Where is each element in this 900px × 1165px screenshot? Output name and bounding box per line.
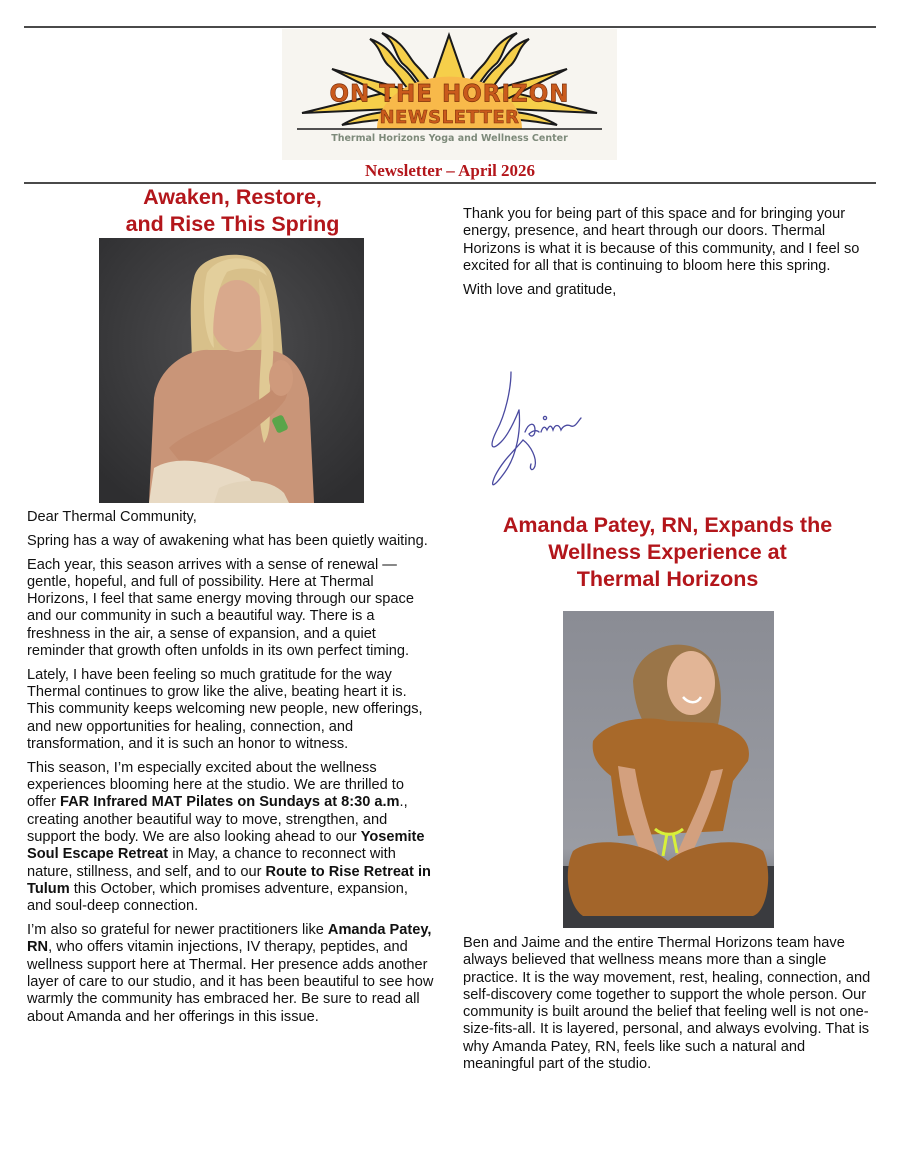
tulum-retreat-highlight: Route to Rise Retreat in Tulum [27, 863, 431, 897]
article-1-headline [30, 184, 435, 238]
headline-line: Awaken, Restore, [143, 185, 322, 209]
logo-title: ON THE HORIZON [329, 80, 570, 108]
paragraph: Lately, I have been feeling so much gratitude for the way Thermal continues to grow like the alive, beating heart it is. This community keeps welcoming new people, new offerings, and new opportunities for healing, connection, and transformation, and it is such an honor to witness. [27, 666, 423, 753]
headline-line: Amanda Patey, RN, Expands the [502, 513, 833, 537]
headline-line: and Rise This Spring [125, 212, 340, 236]
headline-line: Wellness Experience at [548, 540, 787, 564]
text-span: this October, which promises adventure, expansion, and soul-deep connection. [27, 880, 408, 915]
salutation: Dear Thermal Community, [27, 509, 197, 525]
paragraph: Ben and Jaime and the entire Thermal Horizons team have always believed that wellness means more than a single practice. It is the way movement, rest, healing, connection, and self-discovery come together to support the whole person. Our community is built around the belief that feeling well is not one-size-fits-all. It is layered, personal, and always evolving. That is why Amanda Patey, RN, feels like such a natural and meaningful part of the studio. [463, 935, 871, 1073]
issue-date: Newsletter – April 2026 [364, 161, 536, 180]
paragraph [27, 760, 435, 916]
yosemite-retreat-highlight: Yosemite Soul Escape Retreat [27, 829, 425, 863]
paragraph [27, 922, 435, 1026]
headline-line: Thermal Horizons [576, 567, 759, 591]
article-2-body [463, 935, 871, 1080]
paragraph: Thank you for being part of this space and for bringing your energy, presence, and heart through our doors. Thermal Horizons is what it is because of this community, and I feel so excited for all that is continuing to bloom here this spring. [463, 206, 860, 274]
closing: With love and gratitude, [463, 281, 617, 298]
jaime-signature [475, 360, 615, 500]
text-span: , who offers vitamin injections, IV therapy, peptides, and wellness support here at Thermal. Her presence adds another layer of care to our studio, and it has been beautiful to see how warmly the community has embraced her. Be sure to read all about Amanda and her offerings in this issue. [27, 939, 434, 1025]
article-1-body-left [27, 509, 435, 1032]
top-divider [24, 26, 876, 28]
logo-subtitle: NEWSLETTER [379, 107, 520, 128]
text-span: I’m also so grateful for newer practitioners like [27, 922, 328, 939]
logo-tagline: Thermal Horizons Yoga and Wellness Center [331, 133, 568, 144]
jaime-portrait-photo [99, 238, 364, 503]
article-2-headline [465, 512, 870, 593]
amanda-portrait-photo [563, 611, 774, 928]
text-span: in May, a chance to reconnect with nature, stillness, and self, and to our [27, 846, 396, 880]
newsletter-logo [282, 29, 617, 160]
pilates-class-highlight: FAR Infrared MAT Pilates on Sundays at 8:30 a.m [60, 794, 400, 811]
signature-icon [475, 360, 615, 500]
paragraph: Spring has a way of awakening what has been quietly waiting. [27, 532, 428, 549]
text-span: This season, I’m especially excited about the wellness experiences blooming here at the studio. We are thrilled to offer [27, 759, 404, 811]
paragraph: Each year, this season arrives with a sense of renewal — gentle, hopeful, and full of possibility. Here at Thermal Horizons, I feel that same energy moving through our space and our community in such a beautiful way. There is a freshness in the air, a sense of expansion, and a quiet reminder that growth often unfolds in its own perfect timing. [27, 556, 414, 660]
text-span: ., creating another beautiful way to move, strengthen, and support the body. We are also looking ahead to our [27, 794, 408, 846]
amanda-name-highlight: Amanda Patey, RN [27, 922, 432, 956]
article-1-body-right [463, 206, 871, 305]
